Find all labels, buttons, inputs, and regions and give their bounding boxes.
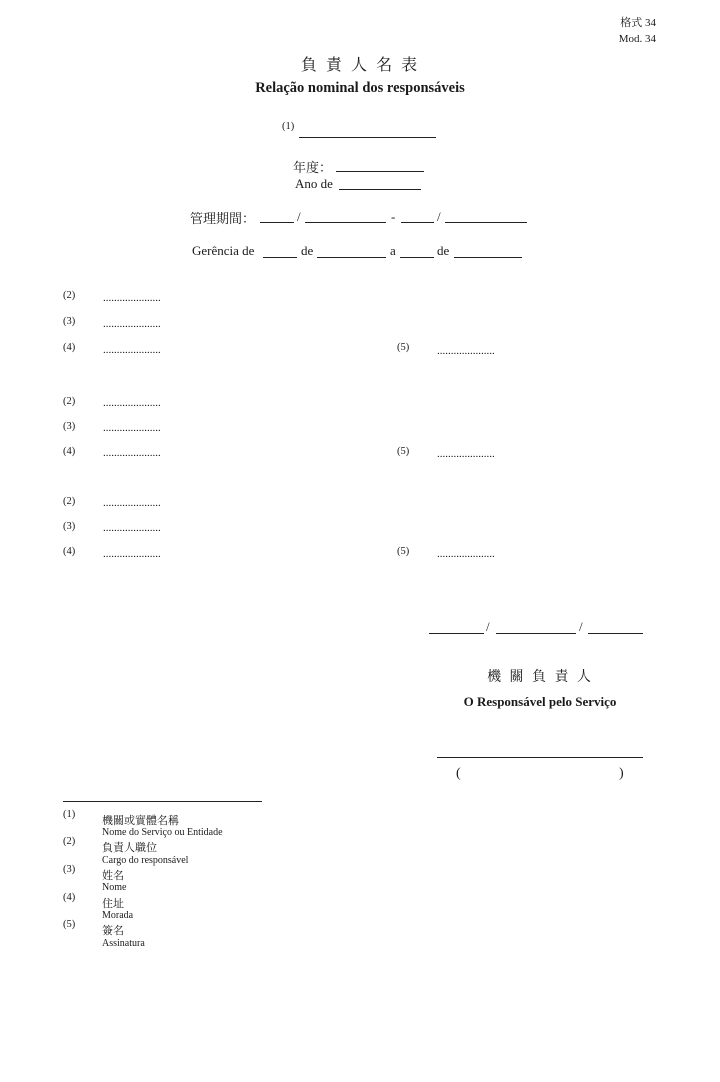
footnote-5-num: (5) <box>63 919 76 930</box>
period-de-1: de <box>301 243 314 258</box>
form-code-zh: 格式 34 <box>620 17 656 29</box>
footnote-2-num: (2) <box>63 836 76 847</box>
group2-row3-dots[interactable]: ..................... <box>103 422 161 434</box>
period-dash: - <box>391 209 396 224</box>
footnote-4-num: (4) <box>63 892 76 903</box>
group2-row3-ref: (3) <box>63 421 76 432</box>
form-code-pt: Mod. 34 <box>618 33 656 45</box>
date-slash-2: / <box>579 619 583 634</box>
group1-row3-dots[interactable]: ..................... <box>103 318 161 330</box>
period-start-day-pt[interactable] <box>263 257 297 258</box>
period-end-month-pt[interactable] <box>454 257 522 258</box>
group2-row4-dots[interactable]: ..................... <box>103 447 161 459</box>
footnote-2-pt: Cargo do responsável <box>102 855 189 866</box>
period-start-day-zh[interactable] <box>260 222 294 223</box>
group2-sig-dots[interactable]: ..................... <box>437 448 495 460</box>
signature-line[interactable] <box>437 757 643 758</box>
footnote-4-zh: 住址 <box>102 897 124 910</box>
entity-ref: (1) <box>282 121 295 132</box>
date-month-line[interactable] <box>496 633 576 634</box>
period-de-2: de <box>437 243 450 258</box>
group3-row2-ref: (2) <box>63 496 76 507</box>
footnote-1-num: (1) <box>63 809 76 820</box>
responsible-title-zh: 機 關 負 責 人 <box>487 669 593 685</box>
period-end-month-zh[interactable] <box>445 222 527 223</box>
footnote-3-zh: 姓名 <box>102 869 124 882</box>
group3-row3-dots[interactable]: ..................... <box>103 522 161 534</box>
footnote-2-zh: 負責人職位 <box>102 841 157 854</box>
footnote-1-zh: 機關或實體名稱 <box>102 814 179 827</box>
footnote-divider <box>63 801 262 802</box>
group1-sig-ref: (5) <box>397 342 410 353</box>
entity-line[interactable] <box>299 137 436 138</box>
period-slash-2: / <box>437 209 441 224</box>
year-label-pt: Ano de <box>295 176 333 191</box>
year-line-zh[interactable] <box>336 171 424 172</box>
group3-row2-dots[interactable]: ..................... <box>103 497 161 509</box>
group1-row2-dots[interactable]: ..................... <box>103 292 161 304</box>
period-start-month-pt[interactable] <box>317 257 386 258</box>
group1-sig-dots[interactable]: ..................... <box>437 345 495 357</box>
period-slash-1: / <box>297 209 301 224</box>
footnote-5-pt: Assinatura <box>102 938 145 949</box>
name-paren-close: ) <box>619 766 624 781</box>
title-zh: 負 責 人 名 表 <box>300 55 420 74</box>
year-line-pt[interactable] <box>339 189 421 190</box>
group3-row4-dots[interactable]: ..................... <box>103 548 161 560</box>
period-end-day-pt[interactable] <box>400 257 434 258</box>
group1-row4-ref: (4) <box>63 342 76 353</box>
footnote-1-pt: Nome do Serviço ou Entidade <box>102 827 223 838</box>
period-label-zh: 管理期間： <box>190 212 256 227</box>
name-paren-open: ( <box>456 766 461 781</box>
group3-sig-ref: (5) <box>397 546 410 557</box>
group2-sig-ref: (5) <box>397 446 410 457</box>
date-slash-1: / <box>486 619 490 634</box>
date-year-line[interactable] <box>588 633 643 634</box>
period-label-pt: Gerência de <box>192 243 255 258</box>
footnote-3-pt: Nome <box>102 882 127 893</box>
footnote-4-pt: Morada <box>102 910 134 921</box>
group3-sig-dots[interactable]: ..................... <box>437 548 495 560</box>
year-label-zh: 年度： <box>293 161 333 176</box>
footnote-3-num: (3) <box>63 864 76 875</box>
group3-row4-ref: (4) <box>63 546 76 557</box>
group1-row2-ref: (2) <box>63 290 76 301</box>
period-start-month-zh[interactable] <box>305 222 386 223</box>
group1-row4-dots[interactable]: ..................... <box>103 344 161 356</box>
group1-row3-ref: (3) <box>63 316 76 327</box>
period-a: a <box>390 243 396 258</box>
footnote-5-zh: 簽名 <box>102 924 124 937</box>
group3-row3-ref: (3) <box>63 521 76 532</box>
title-pt: Relação nominal dos responsáveis <box>255 80 465 96</box>
group2-row2-ref: (2) <box>63 396 76 407</box>
group2-row4-ref: (4) <box>63 446 76 457</box>
date-day-line[interactable] <box>429 633 484 634</box>
responsible-title-pt: O Responsável pelo Serviço <box>463 694 617 709</box>
period-end-day-zh[interactable] <box>401 222 434 223</box>
group2-row2-dots[interactable]: ..................... <box>103 397 161 409</box>
